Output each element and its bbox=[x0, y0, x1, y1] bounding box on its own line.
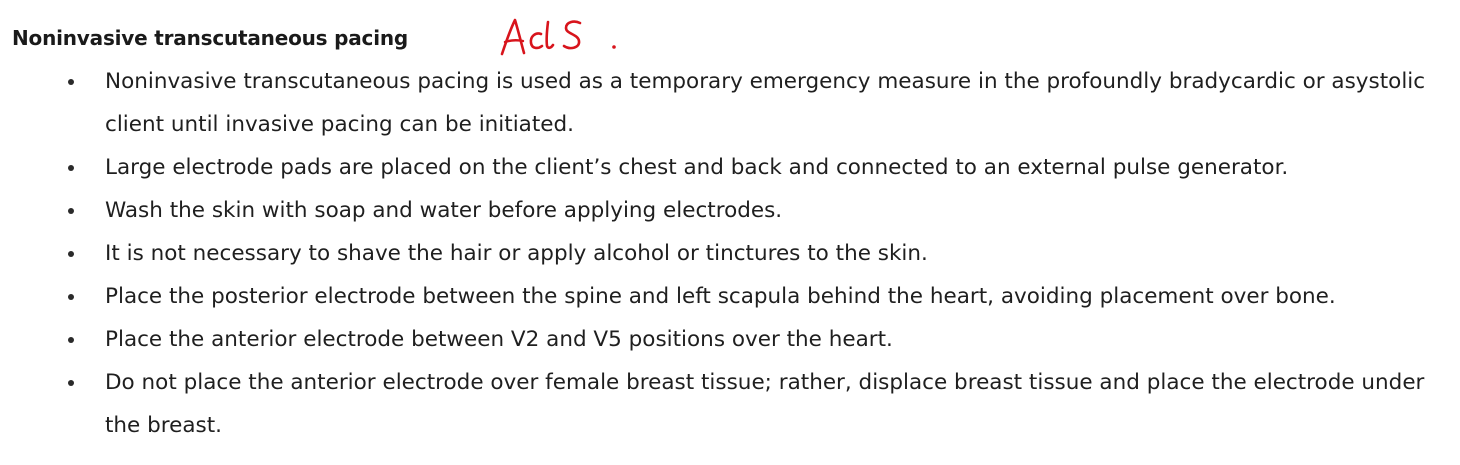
list-item bbox=[0, 146, 1445, 189]
bullet-text: Do not place the anterior electrode over female breast tissue; rather, displace breast tissue and place the electrode under the breast. bbox=[105, 370, 1425, 438]
list-item bbox=[0, 60, 1445, 146]
list-item bbox=[0, 361, 1445, 447]
list-item bbox=[0, 189, 1445, 232]
bullet-icon bbox=[68, 165, 74, 171]
bullet-icon bbox=[68, 251, 74, 257]
bullet-list bbox=[0, 60, 1460, 447]
handwritten-acls-mark bbox=[496, 6, 626, 66]
bullet-text: Wash the skin with soap and water before applying electrodes. bbox=[105, 198, 783, 223]
bullet-text: Large electrode pads are placed on the client’s chest and back and connected to an external pulse generator. bbox=[105, 155, 1289, 180]
bullet-icon bbox=[68, 79, 74, 85]
list-item bbox=[0, 232, 1445, 275]
bullet-icon bbox=[68, 380, 74, 386]
list-item bbox=[0, 318, 1445, 361]
bullet-text: Noninvasive transcutaneous pacing is used as a temporary emergency measure in the profoundly bradycardic or asystolic client until invasive pacing can be initiated. bbox=[105, 69, 1426, 137]
bullet-icon bbox=[68, 337, 74, 343]
bullet-text: Place the anterior electrode between V2 and V5 positions over the heart. bbox=[105, 327, 893, 352]
bullet-text: Place the posterior electrode between the spine and left scapula behind the heart, avoiding placement over bone. bbox=[105, 284, 1336, 309]
section-heading: Noninvasive transcutaneous pacing bbox=[12, 26, 409, 50]
bullet-text: It is not necessary to shave the hair or apply alcohol or tinctures to the skin. bbox=[105, 241, 928, 266]
handwritten-annotation bbox=[496, 6, 626, 66]
bullet-icon bbox=[68, 208, 74, 214]
list-item bbox=[0, 275, 1445, 318]
bullet-icon bbox=[68, 294, 74, 300]
